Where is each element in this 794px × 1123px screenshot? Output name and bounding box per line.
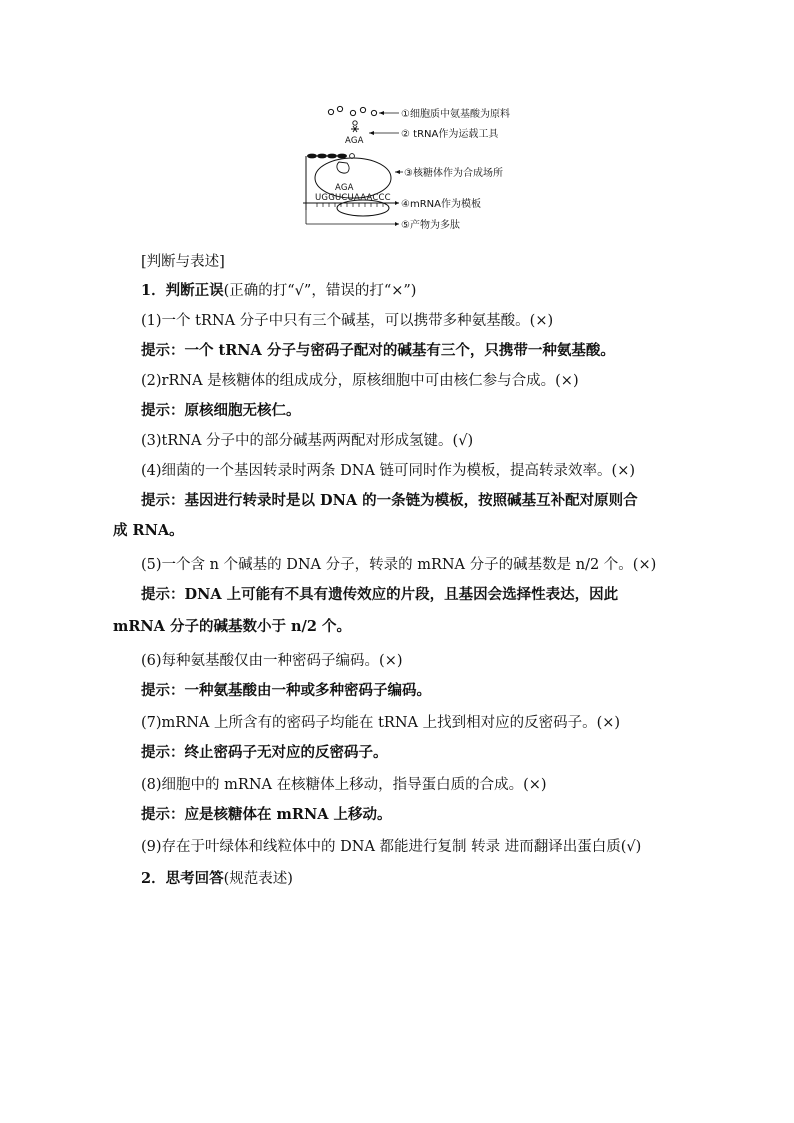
q2-title-bold: 2．思考回答 [141, 870, 224, 887]
hint-label: 提示： [141, 342, 185, 359]
hint-6: 提示：一种氨基酸由一种或多种密码子编码。 [141, 682, 431, 699]
question-6: (6)每种氨基酸仅由一种密码子编码。(×) [141, 653, 403, 669]
anticodon-top: AGA [345, 136, 364, 146]
question-7: (7)mRNA 上所含有的密码子均能在 tRNA 上找到相对应的反密码子。(×) [141, 715, 621, 731]
hint-5: 提示：DNA 上可能有不具有遗传效应的片段，且基因会选择性表达，因此 [141, 586, 619, 603]
question-1: (1)一个 tRNA 分子中只有三个碱基，可以携带多种氨基酸。(×) [141, 313, 554, 329]
diagram-label-3: ③核糖体作为合成场所 [404, 168, 503, 179]
anticodon-bottom: AGA [335, 183, 354, 193]
hint-1: 提示：一个 tRNA 分子与密码子配对的碱基有三个，只携带一种氨基酸。 [141, 342, 615, 359]
translation-diagram [295, 100, 535, 240]
question-9: (9)存在于叶绿体和线粒体中的 DNA 都能进行复制 转录 进而翻译出蛋白质(√) [141, 839, 642, 855]
question-8: (8)细胞中的 mRNA 在核糖体上移动，指导蛋白质的合成。(×) [141, 777, 547, 793]
trna-free [351, 121, 359, 132]
q1-title-bold: 1．判断正误 [141, 282, 224, 299]
q2-title [141, 869, 293, 889]
hint-2: 提示：原核细胞无核仁。 [141, 402, 301, 419]
diagram-label-2: ② tRNA作为运载工具 [401, 129, 499, 140]
section-title: [判断与表述] [141, 254, 225, 270]
hint-7: 提示：终止密码子无对应的反密码子。 [141, 744, 388, 761]
diagram-label-1: ①细胞质中氨基酸为原料 [401, 109, 510, 120]
hint-5-cont: mRNA 分子的碱基数小于 n/2 个。 [113, 618, 351, 635]
q1-title-rest: (正确的打“√”，错误的打“×”) [223, 283, 417, 299]
translation-diagram-svg [295, 100, 535, 240]
polypeptide-chain [307, 154, 354, 159]
hint-4-cont: 成 RNA。 [113, 522, 184, 539]
question-3: (3)tRNA 分子中的部分碱基两两配对形成氢键。(√) [141, 433, 474, 449]
question-5: (5)一个含 n 个碱基的 DNA 分子，转录的 mRNA 分子的碱基数是 n/2 个。(×) [141, 557, 657, 573]
question-2: (2)rRNA 是核糖体的组成成分，原核细胞中可由核仁参与合成。(×) [141, 373, 579, 389]
amino-acid-circles [328, 106, 376, 115]
hint-8: 提示：应是核糖体在 mRNA 上移动。 [141, 806, 392, 823]
diagram-label-5: ⑤产物为多肽 [401, 220, 460, 231]
question-4: (4)细菌的一个基因转录时两条 DNA 链可同时作为模板，提高转录效率。(×) [141, 463, 636, 479]
mrna-sequence: UGGUCUAAACCC [315, 193, 391, 203]
q1-title [141, 281, 416, 301]
hint-4: 提示：基因进行转录时是以 DNA 的一条链为模板，按照碱基互补配对原则合 [141, 492, 638, 509]
diagram-label-4: ④mRNA作为模板 [401, 199, 481, 210]
q2-title-rest: (规范表述) [223, 871, 293, 887]
